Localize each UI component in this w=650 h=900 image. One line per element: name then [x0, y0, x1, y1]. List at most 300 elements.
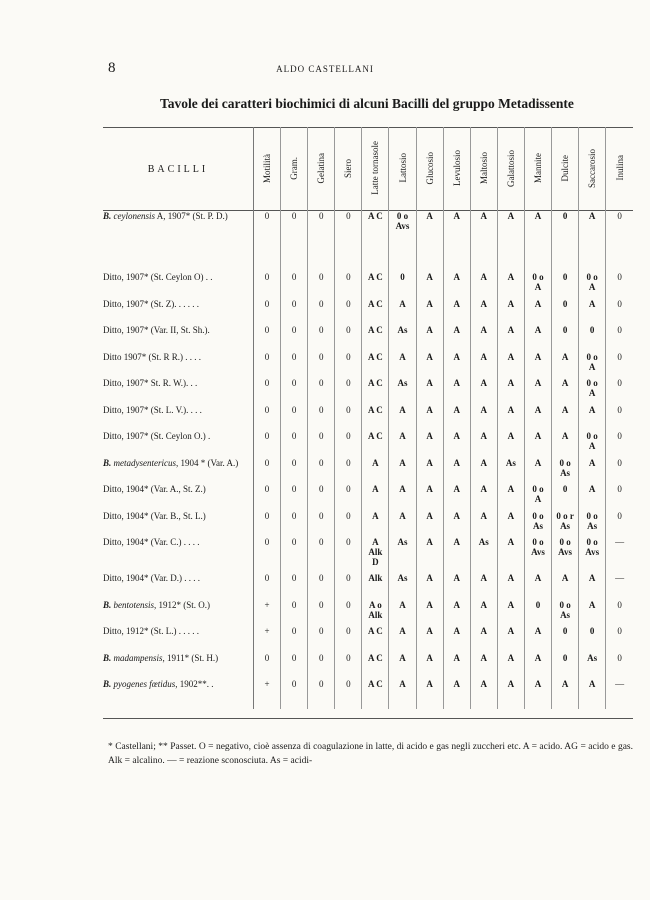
reaction-cell: 0 — [335, 653, 362, 680]
reaction-cell: 0 — [281, 405, 308, 432]
reaction-cell: 0 — [335, 325, 362, 352]
reaction-cell: 0 — [335, 511, 362, 538]
reaction-cell: A C — [362, 272, 389, 299]
species-name: metadysentericus — [113, 457, 176, 468]
reaction-cell: A o Alk — [362, 600, 389, 627]
reaction-cell: A — [524, 679, 551, 709]
reaction-cell: A — [389, 352, 416, 379]
reaction-cell: 0 — [308, 272, 335, 299]
reaction-cell: A — [416, 352, 443, 379]
reaction-cell: A — [552, 573, 579, 600]
reaction-cell: 0 o Avs — [389, 211, 416, 273]
reaction-cell: A — [443, 458, 470, 485]
reaction-cell: 0 — [606, 211, 633, 273]
bacillus-name — [103, 405, 254, 432]
table-row — [103, 573, 633, 600]
bacillus-name — [103, 537, 254, 573]
bacillus-name — [103, 272, 254, 299]
reaction-cell: A C — [362, 299, 389, 326]
column-header-label: Latte tornasole — [370, 141, 381, 195]
reaction-cell: A — [552, 431, 579, 458]
reaction-cell: 0 — [281, 573, 308, 600]
reaction-cell: 0 — [281, 537, 308, 573]
reaction-cell: A — [497, 626, 524, 653]
reaction-cell: A — [497, 378, 524, 405]
bacillus-name — [103, 299, 254, 326]
reaction-cell: 0 — [606, 325, 633, 352]
reaction-cell: A — [497, 537, 524, 573]
reaction-cell: A — [497, 405, 524, 432]
reaction-cell: A — [389, 679, 416, 709]
reaction-cell: 0 — [254, 484, 281, 511]
reaction-cell: A — [416, 600, 443, 627]
reaction-cell: 0 — [335, 537, 362, 573]
reaction-cell: 0 — [308, 626, 335, 653]
species-name: pyogenes fœtidus — [113, 679, 176, 689]
reaction-cell: 0 — [308, 511, 335, 538]
reaction-cell: A — [416, 405, 443, 432]
reaction-cell: A — [524, 352, 551, 379]
reaction-cell: A C — [362, 431, 389, 458]
reaction-cell: 0 — [335, 211, 362, 273]
reaction-cell: 0 — [281, 484, 308, 511]
column-header: BACILLI — [103, 128, 254, 211]
reaction-cell: A — [470, 352, 497, 379]
bacillus-name — [103, 431, 254, 458]
reaction-cell: 0 — [552, 299, 579, 326]
reaction-cell: 0 o A — [579, 378, 606, 405]
reaction-cell: A — [524, 573, 551, 600]
strain-detail: Ditto, 1907* (St. L. V.). . . . — [103, 404, 202, 415]
reaction-cell: A — [362, 458, 389, 485]
reaction-cell: 0 — [254, 653, 281, 680]
column-header — [524, 128, 551, 211]
column-header — [416, 128, 443, 211]
table-row — [103, 484, 633, 511]
reaction-cell: A — [416, 458, 443, 485]
reaction-cell: 0 — [254, 511, 281, 538]
reaction-cell: 0 — [281, 653, 308, 680]
reaction-cell: 0 — [335, 352, 362, 379]
reaction-cell: 0 — [335, 299, 362, 326]
reaction-cell: A — [443, 537, 470, 573]
strain-detail: , 1902**. . — [175, 679, 214, 689]
strain-detail: Ditto, 1904* (Var. D.) . . . . — [103, 573, 200, 583]
reaction-cell: As — [470, 537, 497, 573]
reaction-cell: 0 — [281, 272, 308, 299]
table-row — [103, 537, 633, 573]
reaction-cell: 0 — [552, 653, 579, 680]
reaction-cell: 0 — [579, 325, 606, 352]
reaction-cell: A — [497, 600, 524, 627]
column-header-label: Siero — [343, 158, 354, 178]
reaction-cell: 0 — [579, 626, 606, 653]
reaction-cell: 0 — [254, 299, 281, 326]
species-name: ceylonensis — [113, 211, 155, 221]
reaction-cell: 0 — [552, 484, 579, 511]
reaction-cell: 0 — [335, 458, 362, 485]
reaction-cell: A — [524, 299, 551, 326]
reaction-cell: A — [524, 458, 551, 485]
bacillus-name — [103, 484, 254, 511]
reaction-cell: 0 — [308, 484, 335, 511]
reaction-cell: 0 — [281, 511, 308, 538]
reaction-cell: A C — [362, 325, 389, 352]
table-row — [103, 458, 633, 485]
reaction-cell: A — [389, 458, 416, 485]
reaction-cell: A Alk D — [362, 537, 389, 573]
reaction-cell: 0 — [308, 573, 335, 600]
reaction-cell: 0 — [606, 405, 633, 432]
reaction-cell: A — [470, 511, 497, 538]
reaction-cell: A — [416, 653, 443, 680]
reaction-cell: A — [497, 511, 524, 538]
reaction-cell: A — [389, 653, 416, 680]
table-row — [103, 679, 633, 709]
reaction-cell: 0 — [335, 405, 362, 432]
reaction-cell: 0 — [281, 211, 308, 273]
reaction-cell: A — [497, 352, 524, 379]
reaction-cell: 0 — [254, 573, 281, 600]
reaction-cell: 0 — [281, 352, 308, 379]
reaction-cell: 0 o A — [524, 272, 551, 299]
bacillus-name — [103, 573, 254, 600]
reaction-cell: A — [470, 405, 497, 432]
reaction-cell: 0 — [254, 458, 281, 485]
reaction-cell: A — [416, 325, 443, 352]
reaction-cell: A — [416, 484, 443, 511]
genus-prefix: B. — [103, 211, 114, 221]
reaction-cell: A C — [362, 653, 389, 680]
reaction-cell: A — [552, 679, 579, 709]
reaction-cell: A C — [362, 405, 389, 432]
reaction-cell: 0 — [606, 431, 633, 458]
genus-prefix: B. — [103, 652, 114, 663]
reaction-cell: 0 o A — [579, 431, 606, 458]
reaction-cell: 0 — [281, 299, 308, 326]
reaction-cell: A — [416, 679, 443, 709]
genus-prefix: B. — [103, 457, 114, 468]
reaction-cell: A — [443, 431, 470, 458]
reaction-cell: 0 — [254, 537, 281, 573]
reaction-cell: 0 — [606, 352, 633, 379]
column-header — [254, 128, 281, 211]
reaction-cell: 0 — [606, 511, 633, 538]
reaction-cell: 0 o Avs — [552, 537, 579, 573]
reaction-cell: 0 — [335, 600, 362, 627]
reaction-cell: A C — [362, 211, 389, 273]
column-header-label: Inulina — [614, 155, 625, 181]
reaction-cell: 0 — [335, 679, 362, 709]
reaction-cell: 0 — [281, 458, 308, 485]
reaction-cell: 0 — [308, 299, 335, 326]
column-header-label: Maltosio — [478, 151, 489, 184]
reaction-cell: A — [389, 431, 416, 458]
column-header — [389, 128, 416, 211]
column-header-label: Motilità — [262, 153, 273, 183]
bacillus-name — [103, 653, 254, 680]
reaction-cell: 0 — [281, 626, 308, 653]
strain-detail: Ditto 1907* (St. R R.) . . . . — [103, 351, 202, 362]
column-header-label: Lattosio — [397, 153, 408, 183]
reaction-cell: A — [579, 573, 606, 600]
reaction-cell: A — [416, 378, 443, 405]
column-header — [443, 128, 470, 211]
reaction-cell: A — [470, 211, 497, 273]
reaction-cell: A — [579, 458, 606, 485]
reaction-cell: A — [579, 299, 606, 326]
reaction-cell: 0 — [308, 378, 335, 405]
species-name: bentotensis — [113, 599, 155, 610]
reaction-cell: A — [443, 600, 470, 627]
reaction-cell: A — [443, 405, 470, 432]
reaction-cell: Alk — [362, 573, 389, 600]
reaction-cell: A — [552, 405, 579, 432]
reaction-cell: A — [579, 484, 606, 511]
reaction-cell: A — [389, 405, 416, 432]
reaction-cell: A — [470, 378, 497, 405]
reaction-cell: 0 — [254, 211, 281, 273]
reaction-cell: 0 — [606, 653, 633, 680]
page-number: 8 — [108, 60, 116, 76]
strain-detail: Ditto, 1907* (St. Z). . . . . . — [103, 298, 199, 309]
reaction-cell: A C — [362, 352, 389, 379]
reaction-cell: A — [579, 405, 606, 432]
strain-detail: , 1912* (St. O.) — [154, 599, 211, 610]
reaction-cell: 0 — [254, 352, 281, 379]
table-row — [103, 272, 633, 299]
strain-detail: Ditto, 1907* (Var. II, St. Sh.). — [103, 325, 210, 335]
reaction-cell: 0 — [606, 299, 633, 326]
reaction-cell: 0 — [308, 325, 335, 352]
reaction-cell: A — [416, 626, 443, 653]
reaction-cell: 0 — [552, 211, 579, 273]
genus-prefix: B. — [103, 599, 114, 610]
reaction-cell: 0 — [335, 484, 362, 511]
table-row — [103, 405, 633, 432]
reaction-cell: 0 o Avs — [579, 537, 606, 573]
reaction-cell: 0 — [281, 600, 308, 627]
column-header-label: Galattosio — [505, 149, 516, 187]
reaction-cell: A — [579, 600, 606, 627]
reaction-cell: 0 — [254, 378, 281, 405]
reaction-cell: A — [552, 352, 579, 379]
bacillus-name — [103, 378, 254, 405]
reaction-cell: 0 — [254, 431, 281, 458]
column-header-label: Glucosio — [424, 151, 435, 185]
strain-detail: Ditto, 1904* (Var. A., St. Z.) — [103, 484, 206, 494]
reaction-cell: A — [470, 653, 497, 680]
bacillus-name — [103, 511, 254, 538]
bacillus-name — [103, 679, 254, 709]
reaction-cell: A — [389, 600, 416, 627]
reaction-cell: A — [497, 272, 524, 299]
column-header-label: Saccarosio — [587, 148, 598, 188]
reaction-cell: A — [470, 458, 497, 485]
reaction-cell: A — [497, 573, 524, 600]
strain-detail: A, 1907* (St. P. D.) — [155, 211, 228, 221]
reaction-cell: A — [524, 325, 551, 352]
reaction-cell: 0 — [606, 626, 633, 653]
column-header-label: Levulosio — [451, 150, 462, 186]
bacillus-name — [103, 211, 254, 273]
reaction-cell: A — [443, 325, 470, 352]
reaction-cell: A — [443, 352, 470, 379]
reaction-cell: A — [470, 679, 497, 709]
reaction-cell: A — [443, 679, 470, 709]
reaction-cell: 0 — [606, 484, 633, 511]
reaction-cell: 0 — [308, 600, 335, 627]
reaction-cell: As — [389, 537, 416, 573]
reaction-cell: 0 — [524, 600, 551, 627]
reaction-cell: 0 — [389, 272, 416, 299]
column-header-label: Dulcite — [560, 154, 571, 182]
reaction-cell: A — [470, 573, 497, 600]
reaction-cell: 0 — [606, 458, 633, 485]
reaction-cell: A — [443, 272, 470, 299]
reaction-cell: — — [606, 573, 633, 600]
reaction-cell: 0 — [335, 378, 362, 405]
reaction-cell: 0 — [308, 431, 335, 458]
bacillus-name — [103, 600, 254, 627]
table-row — [103, 352, 633, 379]
reaction-cell: 0 o A — [579, 272, 606, 299]
reaction-cell: 0 o As — [552, 600, 579, 627]
reaction-cell: — — [606, 679, 633, 709]
footnote: * Castellani; ** Passet. O = negativo, cioè assenza di coagulazione in latte, di acido e gas negli zuccheri etc. A = acido. AG = acido e gas. Alk = alcalino. — = reazione sconosciuta. As = acidi- — [108, 742, 633, 766]
reaction-cell: 0 — [552, 325, 579, 352]
running-head: ALDO CASTELLANI — [276, 64, 374, 74]
reaction-cell: 0 — [335, 626, 362, 653]
table-row — [103, 299, 633, 326]
reaction-cell: 0 o As — [579, 511, 606, 538]
reaction-cell: A — [524, 405, 551, 432]
strain-detail: Ditto, 1904* (Var. C.) . . . . — [103, 537, 200, 547]
reaction-cell: A — [524, 211, 551, 273]
strain-detail: , 1904 * (Var. A.) — [176, 457, 239, 468]
reaction-cell: A — [524, 431, 551, 458]
reaction-cell: A — [443, 626, 470, 653]
reaction-cell: A — [416, 511, 443, 538]
reaction-cell: 0 — [308, 458, 335, 485]
reaction-cell: A — [524, 653, 551, 680]
column-header-label: Mannite — [532, 153, 543, 183]
reaction-cell: A — [497, 679, 524, 709]
reaction-cell: 0 — [308, 679, 335, 709]
reaction-cell: As — [579, 653, 606, 680]
reaction-cell: 0 o Avs — [524, 537, 551, 573]
column-header-label: Gram. — [289, 156, 300, 180]
reaction-cell: A — [389, 511, 416, 538]
reaction-cell: A — [443, 484, 470, 511]
reaction-cell: A C — [362, 378, 389, 405]
reaction-cell: A — [470, 600, 497, 627]
bacillus-name — [103, 626, 254, 653]
column-header — [362, 128, 389, 211]
bacillus-name — [103, 458, 254, 485]
reaction-cell: A — [470, 484, 497, 511]
reaction-cell: A — [389, 484, 416, 511]
reaction-cell: A C — [362, 679, 389, 709]
reaction-cell: A — [524, 626, 551, 653]
reaction-cell: 0 — [254, 405, 281, 432]
reaction-cell: 0 — [281, 378, 308, 405]
biochemical-table — [103, 127, 633, 709]
table-body — [103, 211, 633, 710]
strain-detail: Ditto, 1907* St. R. W.). . . — [103, 378, 198, 388]
reaction-cell: A — [443, 653, 470, 680]
reaction-cell: 0 — [606, 600, 633, 627]
reaction-cell: As — [389, 325, 416, 352]
reaction-cell: 0 — [308, 405, 335, 432]
reaction-cell: A — [579, 211, 606, 273]
reaction-cell: 0 — [308, 352, 335, 379]
reaction-cell: A — [470, 626, 497, 653]
reaction-cell: 0 — [281, 325, 308, 352]
reaction-cell: A — [524, 378, 551, 405]
reaction-cell: A — [497, 299, 524, 326]
strain-detail: , 1911* (St. H.) — [162, 652, 219, 663]
reaction-cell: A — [470, 299, 497, 326]
reaction-cell: A — [497, 484, 524, 511]
column-header — [579, 128, 606, 211]
table-row — [103, 378, 633, 405]
reaction-cell: As — [389, 573, 416, 600]
reaction-cell: A — [497, 211, 524, 273]
reaction-cell: + — [254, 600, 281, 627]
reaction-cell: As — [389, 378, 416, 405]
reaction-cell: A — [389, 626, 416, 653]
reaction-cell: A — [416, 431, 443, 458]
column-header — [497, 128, 524, 211]
reaction-cell: 0 — [335, 272, 362, 299]
column-header — [308, 128, 335, 211]
reaction-cell: 0 — [308, 537, 335, 573]
strain-detail: Ditto, 1907* (St. Ceylon O.) . — [103, 431, 211, 441]
reaction-cell: 0 — [335, 431, 362, 458]
reaction-cell: 0 — [308, 211, 335, 273]
reaction-cell: A — [416, 272, 443, 299]
reaction-cell: 0 — [281, 431, 308, 458]
table-row — [103, 431, 633, 458]
reaction-cell: + — [254, 679, 281, 709]
column-header — [335, 128, 362, 211]
reaction-cell: A — [552, 378, 579, 405]
strain-detail: Ditto, 1904* (Var. B., St. L.) — [103, 510, 206, 521]
table-header-row — [103, 128, 633, 211]
strain-detail: Ditto, 1907* (St. Ceylon O) . . — [103, 272, 213, 282]
reaction-cell: 0 — [606, 272, 633, 299]
reaction-cell: 0 o r As — [552, 511, 579, 538]
reaction-cell: 0 — [335, 573, 362, 600]
table-title: Tavole dei caratteri biochimici di alcuni Bacilli del gruppo Metadissente — [160, 96, 574, 111]
reaction-cell: A — [416, 537, 443, 573]
reaction-cell: A — [443, 211, 470, 273]
reaction-cell: A — [497, 325, 524, 352]
reaction-cell: A — [389, 299, 416, 326]
reaction-cell: 0 o As — [524, 511, 551, 538]
reaction-cell: 0 — [552, 272, 579, 299]
reaction-cell: A — [497, 431, 524, 458]
table-row — [103, 511, 633, 538]
reaction-cell: 0 o As — [552, 458, 579, 485]
reaction-cell: A — [443, 511, 470, 538]
table-row — [103, 626, 633, 653]
reaction-cell: A — [470, 272, 497, 299]
reaction-cell: A — [470, 431, 497, 458]
column-header-label: Gelatina — [316, 152, 327, 184]
reaction-cell: A — [470, 325, 497, 352]
